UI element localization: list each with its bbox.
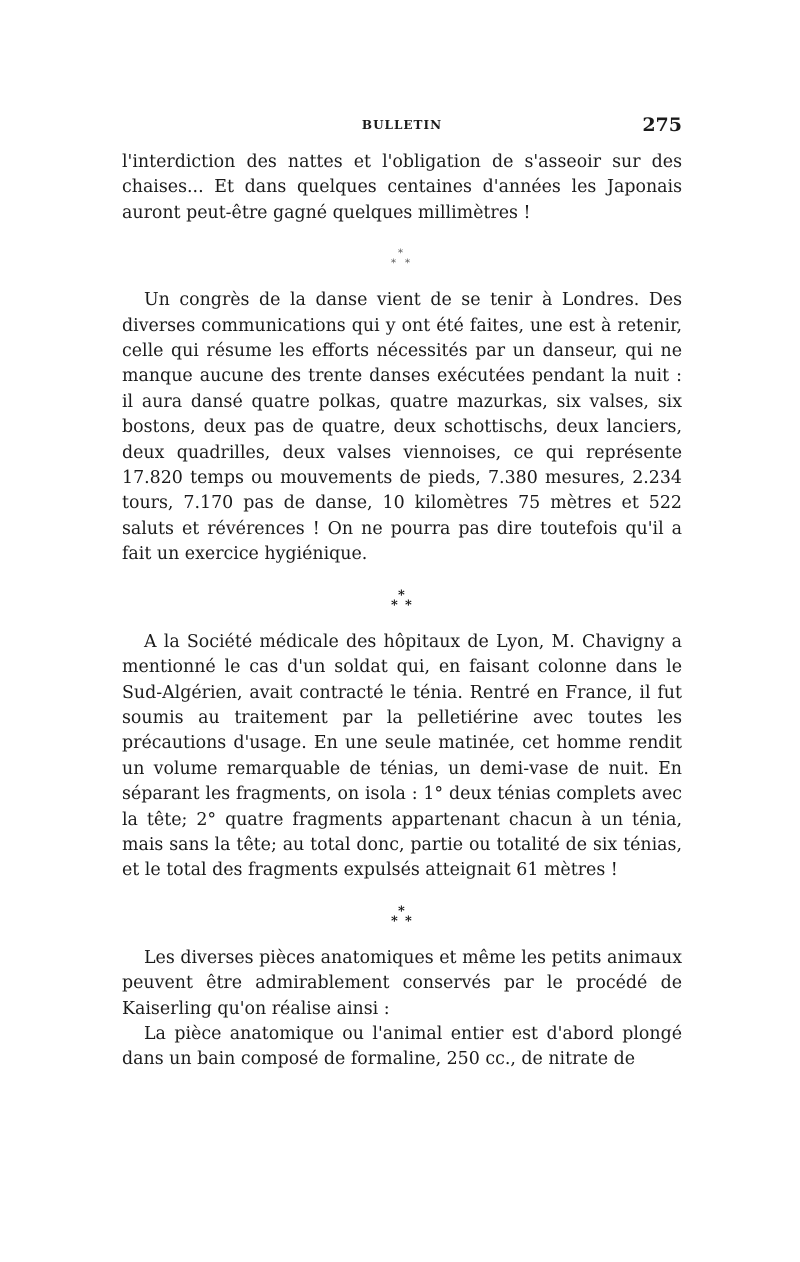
asterisk-icon: *: [391, 913, 398, 929]
asterisk-icon: *: [398, 248, 403, 260]
paragraph-tenia-case: A la Société médicale des hôpitaux de Lyon, M. Chavigny a mentionné le cas d'un soldat qui, en faisant colonne dans le Sud-Algérien, avait contracté le ténia. Rentré en France, il fut soumis au traitement par la pelletiérine avec toutes les précautions d'usage. En une seule matinée, cet homme rendit un volume remarquable de ténias, un demi-vase de nuit. En séparant les fragments, on isola : 1° deux ténias complets avec la tête; 2° quatre fragments appartenant chacun à un ténia, mais sans la tête; au total donc, partie ou totalité de six ténias, et le total des fragments expulsés atteignait 61 mètres !: [122, 631, 682, 881]
paragraph-kaiserling-method: La pièce anatomique ou l'animal entier est d'abord plongé dans un bain composé de formaline, 250 cc., de nitrate de: [122, 1023, 682, 1070]
section-asterism: [372, 588, 432, 616]
asterisk-icon: *: [391, 597, 398, 613]
paragraph-kaiserling-intro: Les diverses pièces anatomiques et même les petits animaux peuvent être admirablement conservés par le procédé de Kaiserling qu'on réalise ainsi :: [122, 947, 682, 1019]
body-text: [122, 150, 682, 1073]
asterisk-icon: *: [405, 258, 410, 270]
paragraph-japanese-heights: l'interdiction des nattes et l'obligation de s'asseoir sur des chaises... Et dans quelques centaines d'années les Japonais auront peut-être gagné quelques millimètres !: [122, 152, 682, 223]
section-asterism: [372, 904, 432, 932]
paragraph-dance-congress: Un congrès de la danse vient de se tenir à Londres. Des diverses communications qui y ont été faites, une est à retenir, celle qui résume les efforts nécessités par un danseur, qui ne manque aucune des trente danses exécutées pendant la nuit : il aura dansé quatre polkas, quatre mazurkas, six valses, six bostons, deux pas de quatre, deux schottischs, deux lanciers, deux quadrilles, deux valses viennoises, ce qui représente 17.820 temps ou mouvements de pieds, 7.380 mesures, 2.234 tours, 7.170 pas de danse, 10 kilomètres 75 mètres et 522 saluts et révérences ! On ne pourra pas dire toutefois qu'il a fait un exercice hygiénique.: [122, 290, 682, 565]
asterisk-icon: *: [398, 587, 405, 603]
running-head: BULLETIN: [361, 118, 443, 132]
asterisk-icon: *: [405, 913, 412, 929]
section-asterism: [372, 246, 432, 274]
page-header: [122, 114, 682, 140]
asterisk-icon: *: [405, 597, 412, 613]
page-number: 275: [642, 114, 682, 136]
asterisk-icon: *: [398, 903, 405, 919]
asterisk-icon: *: [391, 258, 396, 270]
